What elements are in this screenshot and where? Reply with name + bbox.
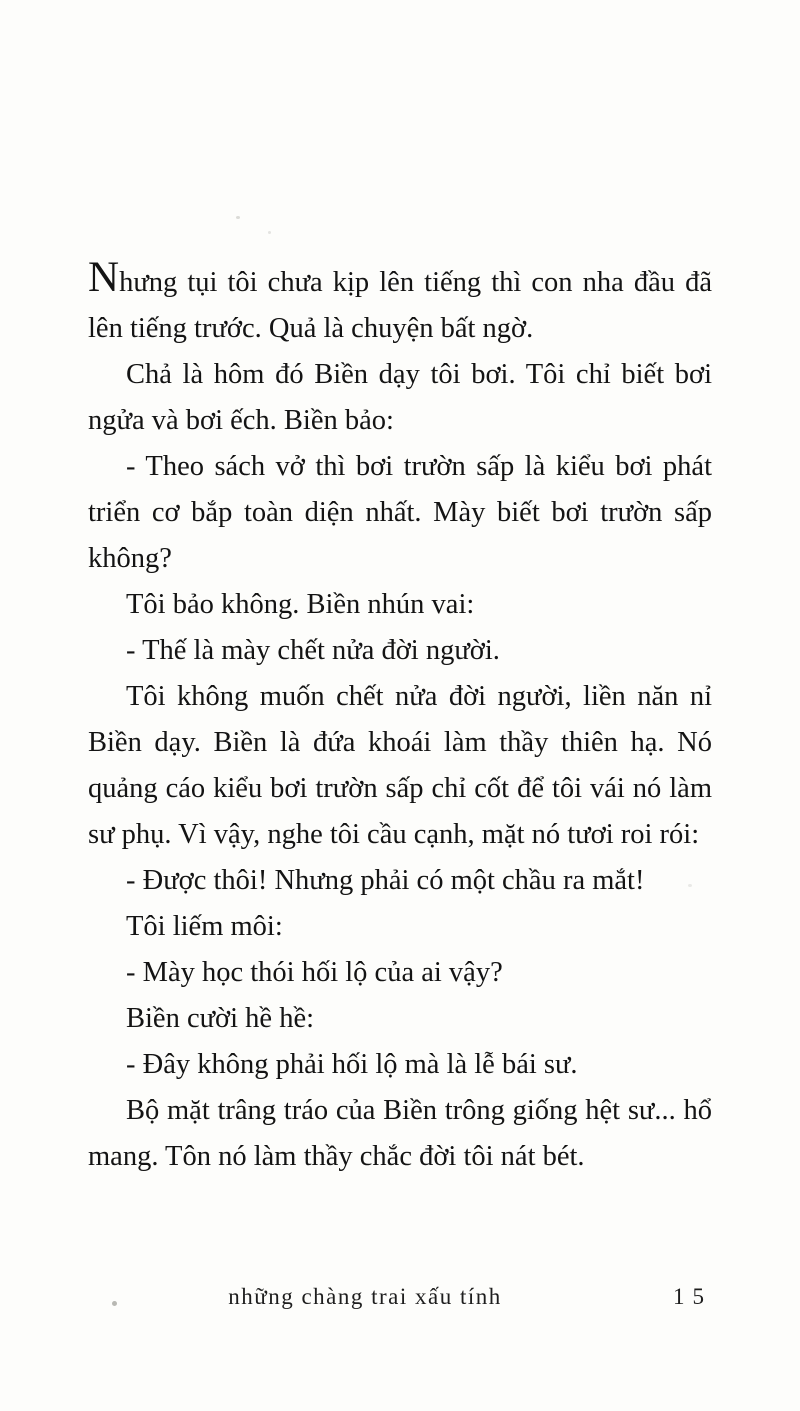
- paragraph: Bộ mặt trâng tráo của Biền trông giống hệt sư... hổ mang. Tôn nó làm thầy chắc đời tôi nát bét.: [88, 1095, 712, 1172]
- running-footer-title: những chàng trai xấu tính: [228, 1284, 502, 1309]
- paragraph: Chả là hôm đó Biền dạy tôi bơi. Tôi chỉ biết bơi ngửa và bơi ếch. Biền bảo:: [88, 359, 712, 436]
- paragraph-dialogue: - Đây không phải hối lộ mà là lễ bái sư.: [126, 1049, 578, 1080]
- page-number: 15: [673, 1284, 712, 1309]
- paragraph-text: hưng tụi tôi chưa kịp lên tiếng thì con nha đầu đã lên tiếng trước. Quả là chuyện bất ngờ.: [88, 267, 712, 344]
- paragraph-opening: [88, 254, 712, 352]
- scan-speck: [112, 1301, 117, 1306]
- paragraph-dialogue: - Theo sách vở thì bơi trườn sấp là kiểu bơi phát triển cơ bắp toàn diện nhất. Mày biết bơi trườn sấp không?: [88, 451, 712, 574]
- paragraph-dialogue: - Thế là mày chết nửa đời người.: [126, 635, 500, 666]
- dropcap-initial: N: [88, 254, 120, 301]
- paragraph-dialogue: - Mày học thói hối lộ của ai vậy?: [126, 957, 503, 988]
- text-block: [88, 254, 712, 1180]
- paragraph: Tôi không muốn chết nửa đời người, liền năn nỉ Biền dạy. Biền là đứa khoái làm thầy thiên hạ. Nó quảng cáo kiểu bơi trườn sấp chỉ cốt để tôi vái nó làm sư phụ. Vì vậy, nghe tôi cầu cạnh, mặt nó tươi roi rói:: [88, 681, 712, 850]
- scan-speck: [236, 216, 240, 219]
- scan-speck: [688, 884, 692, 887]
- paragraph: Tôi liếm môi:: [126, 911, 283, 942]
- paragraph: Biền cười hề hề:: [126, 1003, 315, 1034]
- scan-speck: [268, 231, 271, 234]
- paragraph-dialogue: - Được thôi! Nhưng phải có một chầu ra mắt!: [126, 865, 645, 896]
- page-footer: [88, 1284, 712, 1318]
- paragraph: Tôi bảo không. Biền nhún vai:: [126, 589, 475, 620]
